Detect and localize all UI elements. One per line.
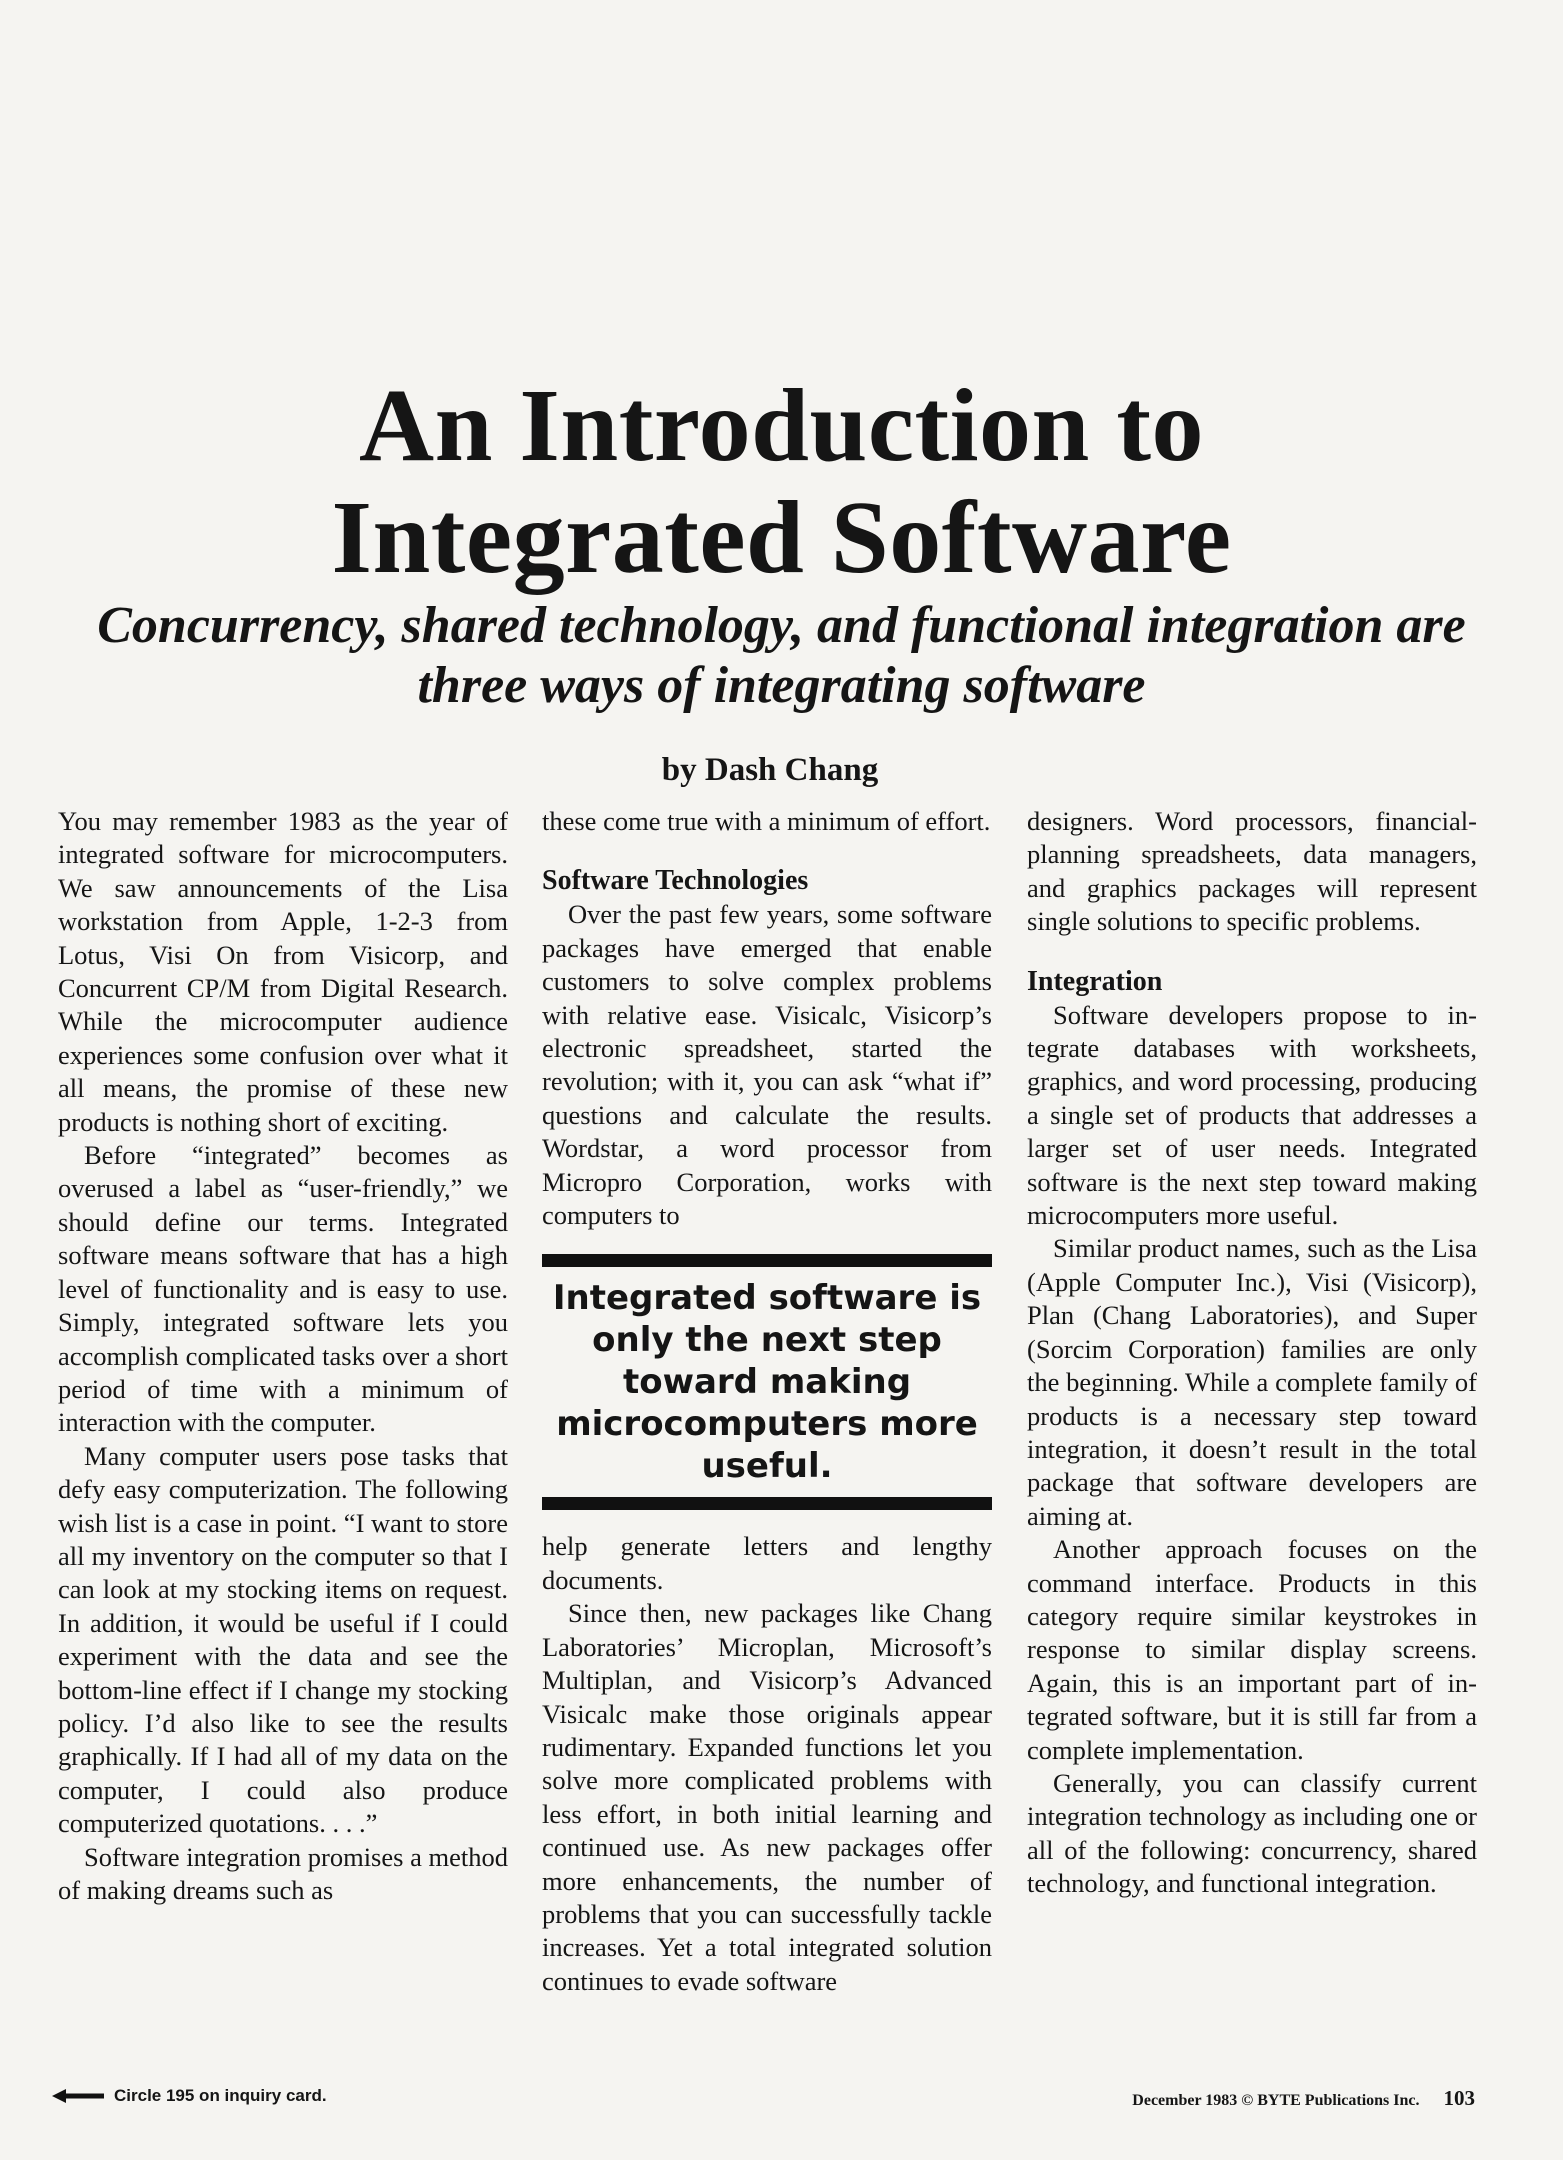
text-column-3 <box>1027 805 1477 1901</box>
left-arrow-icon <box>52 2088 104 2104</box>
publication-info <box>1132 2086 1475 2111</box>
inquiry-note-text: Circle 195 on inquiry card. <box>114 2086 327 2105</box>
paragraph: designers. Word processors, financial-planning spreadsheets, data managers, and graphics packages will represent single solutions to specific problems. <box>1027 806 1477 937</box>
paragraph: Since then, new packages like Chang Laboratories’ Microplan, Microsoft’s Multiplan, and Visicorp’s Advanced Visicalc make those originals appear rudimentary. Expanded functions let you solve more complicated problems with less effort, in both initial learning and continued use. As new packages offer more enhancements, the number of problems that you can successfully tackle increases. Yet a total integrated solution continues to evade software <box>542 1598 992 1996</box>
byline: by Dash Chang <box>661 752 879 788</box>
page-number: 103 <box>1443 2086 1475 2110</box>
paragraph: You may remember 1983 as the year of integrated software for microcomputers. We saw announcements of the Lisa workstation from Apple, 1-2-3 from Lotus, Visi On from Visicorp, and Concurrent CP/M from Digital Research. While the microcomputer audience experiences some confusion over what it all means, the promise of these new products is nothing short of exciting. <box>58 806 508 1137</box>
paragraph: Software integration promises a method of making dreams such as <box>58 1841 508 1905</box>
section-heading-integration: Integration <box>1027 965 1163 997</box>
article-title-line-2: Integrated Software <box>331 480 1232 595</box>
page-footer <box>0 2086 1563 2116</box>
paragraph: Many computer users pose tasks that defy easy computerization. The following wish list is a case in point. “I want to store all my inventory on the computer so that I can look at my stocking items on request. In addition, it would be useful if I could experiment with the data and see the bottom-line effect if I change my stocking policy. I’d also like to see the results graphically. If I had all of my data on the computer, I could also produce computerized quotations. . . .” <box>58 1440 508 1839</box>
article-subtitle-line-1: Concurrency, shared technology, and functional integration are <box>97 597 1466 654</box>
article-title-line-1: An Introduction to <box>358 368 1204 483</box>
inquiry-note <box>52 2086 327 2106</box>
article-subtitle <box>60 596 1503 716</box>
text-column-1 <box>58 805 508 1907</box>
article-title <box>0 370 1563 594</box>
paragraph: Similar product names, such as the Lisa (Apple Computer Inc.), Visi (Visicorp), Plan (Chang Laboratories), and Super (Sorcim Corporation) families are only the beginning. While a complete family of products is a necessary step toward integration, it doesn’t result in the total package that software developers are aiming at. <box>1027 1233 1477 1531</box>
article-subtitle-line-2: three ways of integrating software <box>417 657 1146 714</box>
paragraph: Another approach focuses on the command interface. Products in this category require similar keystrokes in response to similar display screens. Again, this is an important part of integrated software, but it is still far from a complete implementation. <box>1027 1534 1477 1765</box>
paragraph: Software developers propose to integrate databases with worksheets, graphics, and word processing, producing a single set of products that addresses a larger set of user needs. Integrated software is the next step toward making microcomputers more useful. <box>1027 999 1477 1231</box>
paragraph: these come true with a minimum of effort. <box>542 806 991 836</box>
paragraph: Generally, you can classify current integration technology as including one or all of the following: concurrency, shared technology, and functional integration. <box>1027 1767 1477 1899</box>
section-heading-software-technologies: Software Technologies <box>542 865 809 897</box>
paragraph: help generate letters and lengthy documents. <box>542 1531 992 1595</box>
paragraph: Over the past few years, some software packages have emerged that enable customers to solve complex problems with relative ease. Visicalc, Visicorp’s electronic spreadsheet, started the revolution; with it, you can ask “what if” questions and calculate the results. Wordstar, a word processor from Micropro Corporation, works with computers to <box>542 899 992 1231</box>
pull-quote: Integrated software is only the next step toward making microcomputers more useful. <box>542 1254 992 1510</box>
publication-date: December 1983 © BYTE Publications Inc. <box>1132 2092 1420 2109</box>
text-column-2 <box>542 805 992 1998</box>
paragraph: Before “integrated” becomes as overused a label as “user-friendly,” we should define our terms. Integrated software means software that has a high level of functionality and is easy to use. Simply, integrated software lets you accomplish complicated tasks over a short period of time with a minimum of interaction with the computer. <box>58 1140 508 1438</box>
